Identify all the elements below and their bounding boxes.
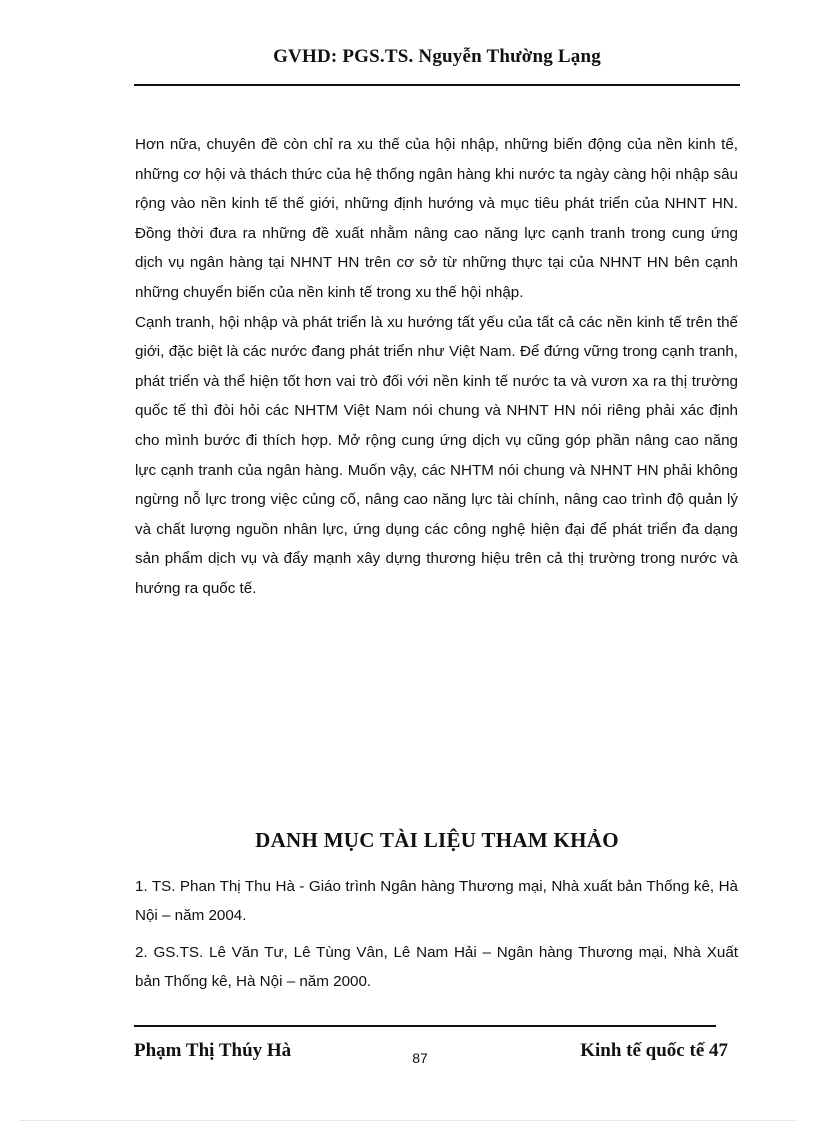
body-paragraph-2: Cạnh tranh, hội nhập và phát triển là xu hướng tất yếu của tất cả các nền kinh tế trên thế giới, đặc biệt là các nước đang phát triển như Việt Nam. Để đứng vững trong cạnh tranh, phát triển và thể hiện tốt hơn vai trò đối với nền kinh tế nước ta và vươn xa ra thị trường quốc tế thì đòi hỏi các NHTM Việt Nam nói chung và NHNT HN nói riêng phải xác định cho mình bước đi thích hợp. Mở rộng cung ứng dịch vụ cũng góp phần nâng cao năng lực cạnh tranh của ngân hàng. Muốn vậy, các NHTM nói chung và NHNT HN phải không ngừng nỗ lực trong việc củng cố, nâng cao năng lực tài chính, nâng cao trình độ quản lý và chất lượng nguồn nhân lực, ứng dụng các công nghệ hiện đại để phát triển đa dạng sản phẩm dịch vụ và đẩy mạnh xây dựng thương hiệu trên cả thị trường trong nước và hướng ra quốc tế. xyxy=(135,313,738,597)
page-edge-dots xyxy=(20,1120,796,1121)
body-text xyxy=(135,130,738,604)
page-number: 87 xyxy=(412,1050,428,1066)
body-paragraph-1: Hơn nữa, chuyên đề còn chỉ ra xu thế của hội nhập, những biến động của nền kinh tế, những cơ hội và thách thức của hệ thống ngân hàng khi nước ta ngày càng hội nhập sâu rộng vào nền kinh tế thế giới, những định hướng và mục tiêu phát triển của NHNT HN. Đồng thời đưa ra những đề xuất nhằm nâng cao năng lực cạnh tranh trong cung ứng dịch vụ ngân hàng tại NHNT HN trên cơ sở từ những thực tại của NHNT HN bên cạnh những chuyển biến của nền kinh tế trong xu thế hội nhập. xyxy=(135,136,738,301)
footer-rule xyxy=(134,1025,716,1027)
references-title: DANH MỤC TÀI LIỆU THAM KHẢO xyxy=(255,828,619,852)
reference-item-1: 1. TS. Phan Thị Thu Hà - Giáo trình Ngân hàng Thương mại, Nhà xuất bản Thống kê, Hà Nội – năm 2004. xyxy=(135,878,738,924)
reference-item-2: 2. GS.TS. Lê Văn Tư, Lê Tùng Vân, Lê Nam Hải – Ngân hàng Thương mại, Nhà Xuất bản Thống kê, Hà Nội – năm 2000. xyxy=(135,944,738,990)
header-rule xyxy=(134,84,740,86)
footer-class-name: Kinh tế quốc tế 47 xyxy=(580,1040,728,1061)
page-header: GVHD: PGS.TS. Nguyễn Thường Lạng xyxy=(273,46,601,67)
references-list xyxy=(135,872,738,1004)
footer-author: Phạm Thị Thúy Hà xyxy=(134,1040,292,1061)
